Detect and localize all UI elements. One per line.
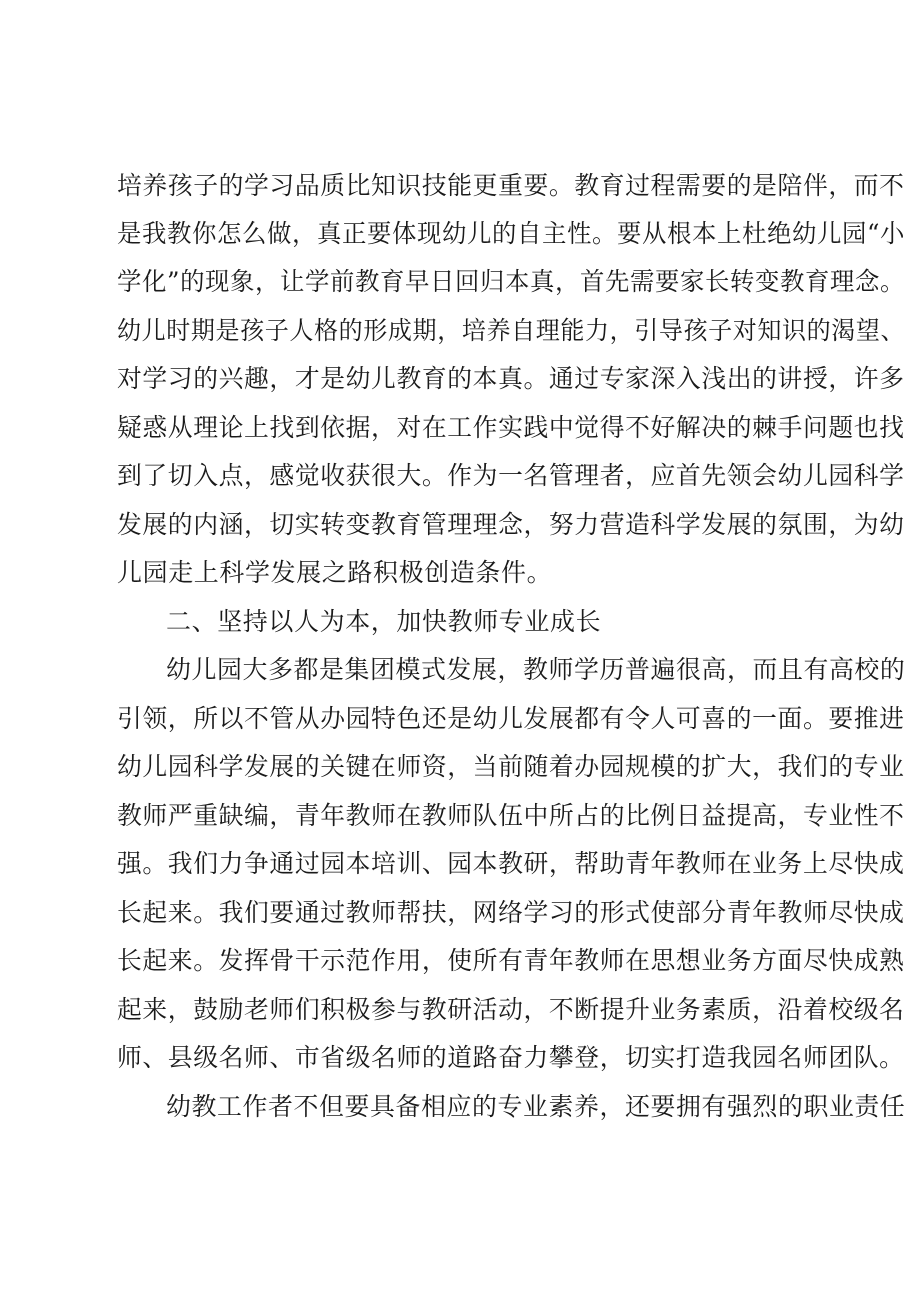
text-line: 长起来。我们要通过教师帮扶，网络学习的形式使部分青年教师尽快成 — [117, 898, 905, 927]
text-line: 教师严重缺编，青年教师在教师队伍中所占的比例日益提高，专业性不 — [117, 801, 905, 830]
text-line: 儿园走上科学发展之路积极创造条件。 — [117, 558, 553, 587]
text-line: 到了切入点，感觉收获很大。作为一名管理者，应首先领会幼儿园科学 — [117, 461, 905, 490]
section-heading: 二、坚持以人为本，加快教师专业成长 — [166, 607, 602, 636]
text-line: 幼儿园大多都是集团模式发展，教师学历普遍很高，而且有高校的 — [166, 655, 906, 684]
text-line: 幼儿园科学发展的关键在师资，当前随着办园规模的扩大，我们的专业 — [117, 752, 905, 781]
text-line: 培养孩子的学习品质比知识技能更重要。教育过程需要的是陪伴，而不 — [117, 171, 905, 200]
text-line: 疑惑从理论上找到依据，对在工作实践中觉得不好解决的棘手问题也找 — [117, 413, 905, 442]
text-line: 幼教工作者不但要具备相应的专业素养，还要拥有强烈的职业责任 — [166, 1092, 906, 1121]
text-line: 幼儿时期是孩子人格的形成期，培养自理能力，引导孩子对知识的渴望、 — [117, 316, 906, 345]
text-line: 引领，所以不管从办园特色还是幼儿发展都有令人可喜的一面。要推进 — [117, 704, 905, 733]
text-line: 发展的内涵，切实转变教育管理理念，努力营造科学发展的氛围，为幼 — [117, 510, 905, 539]
text-line: 是我教你怎么做，真正要体现幼儿的自主性。要从根本上杜绝幼儿园“小 — [117, 219, 906, 248]
text-line: 师、县级名师、市省级名师的道路奋力攀登，切实打造我园名师团队。 — [117, 1043, 905, 1072]
text-line: 对学习的兴趣，才是幼儿教育的本真。通过专家深入浅出的讲授，许多 — [117, 364, 905, 393]
text-line: 强。我们力争通过园本培训、园本教研，帮助青年教师在业务上尽快成 — [117, 849, 905, 878]
text-line: 长起来。发挥骨干示范作用，使所有青年教师在思想业务方面尽快成熟 — [117, 946, 905, 975]
text-line: 学化”的现象，让学前教育早日回归本真，首先需要家长转变教育理念。 — [117, 267, 906, 296]
text-line: 起来，鼓励老师们积极参与教研活动，不断提升业务素质，沿着校级名 — [117, 995, 905, 1024]
